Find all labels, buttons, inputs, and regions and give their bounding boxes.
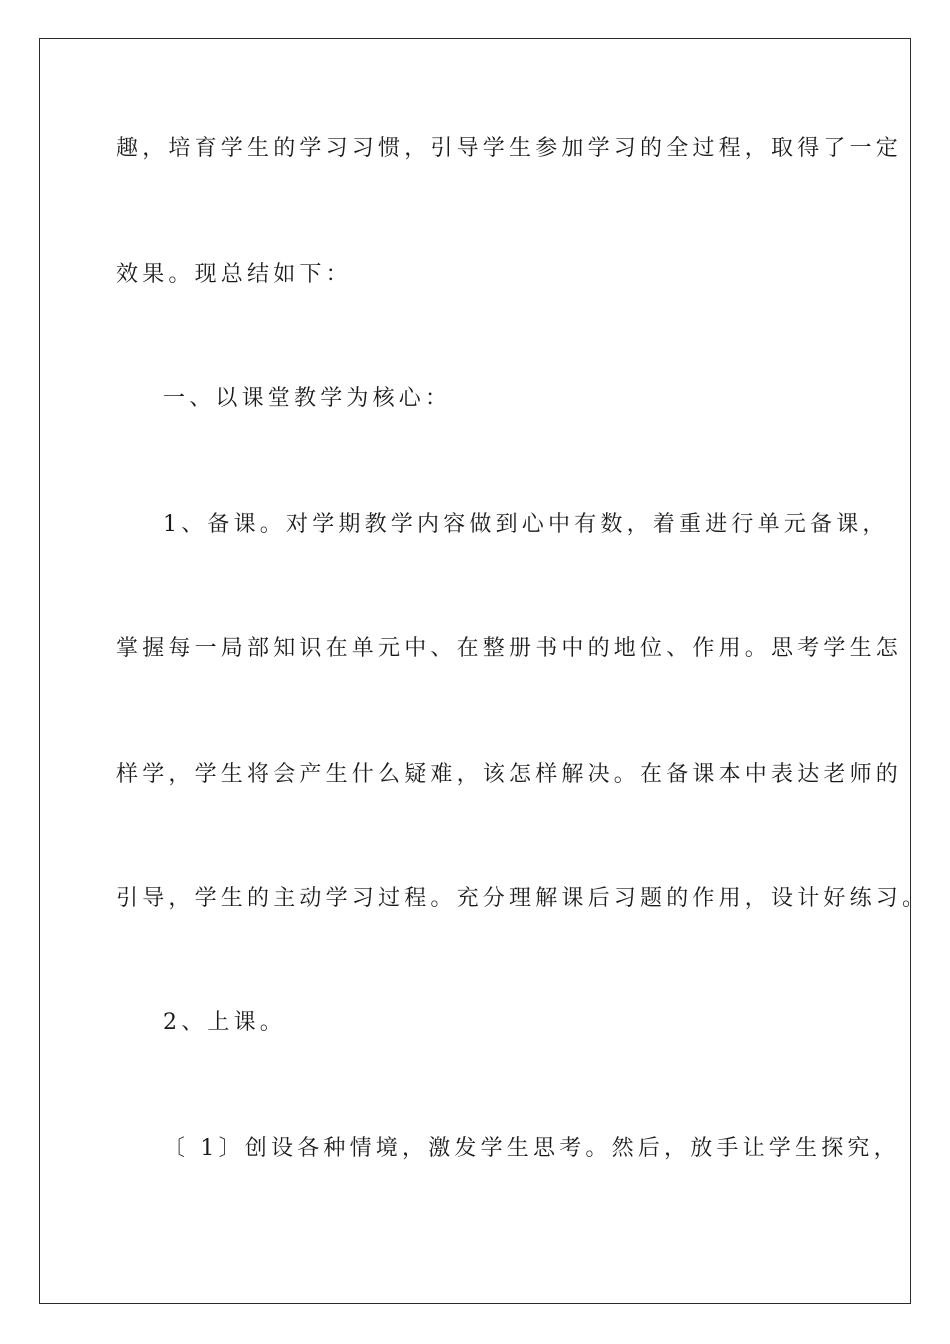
paragraph-line: 1、备课。对学期教学内容做到心中有数，着重进行单元备课， — [163, 512, 889, 537]
paragraph-line: 引导，学生的主动学习过程。充分理解课后习题的作用，设计好练习。 — [116, 886, 929, 911]
page-border — [39, 38, 911, 1304]
section-heading: 一、以课堂教学为核心： — [163, 386, 452, 411]
paragraph-line: 样学，学生将会产生什么疑难，该怎样解决。在备课本中表达老师的 — [116, 762, 903, 787]
paragraph-line: 〔 1〕创设各种情境，激发学生思考。然后，放手让学生探究， — [163, 1136, 900, 1161]
paragraph-line: 效果。现总结如下： — [116, 262, 352, 287]
paragraph-line: 掌握每一局部知识在单元中、在整册书中的地位、作用。思考学生怎 — [116, 636, 903, 661]
subsection-heading: 2、上课。 — [163, 1010, 286, 1035]
paragraph-line: 趣，培育学生的学习习惯，引导学生参加学习的全过程，取得了一定 — [116, 136, 903, 161]
